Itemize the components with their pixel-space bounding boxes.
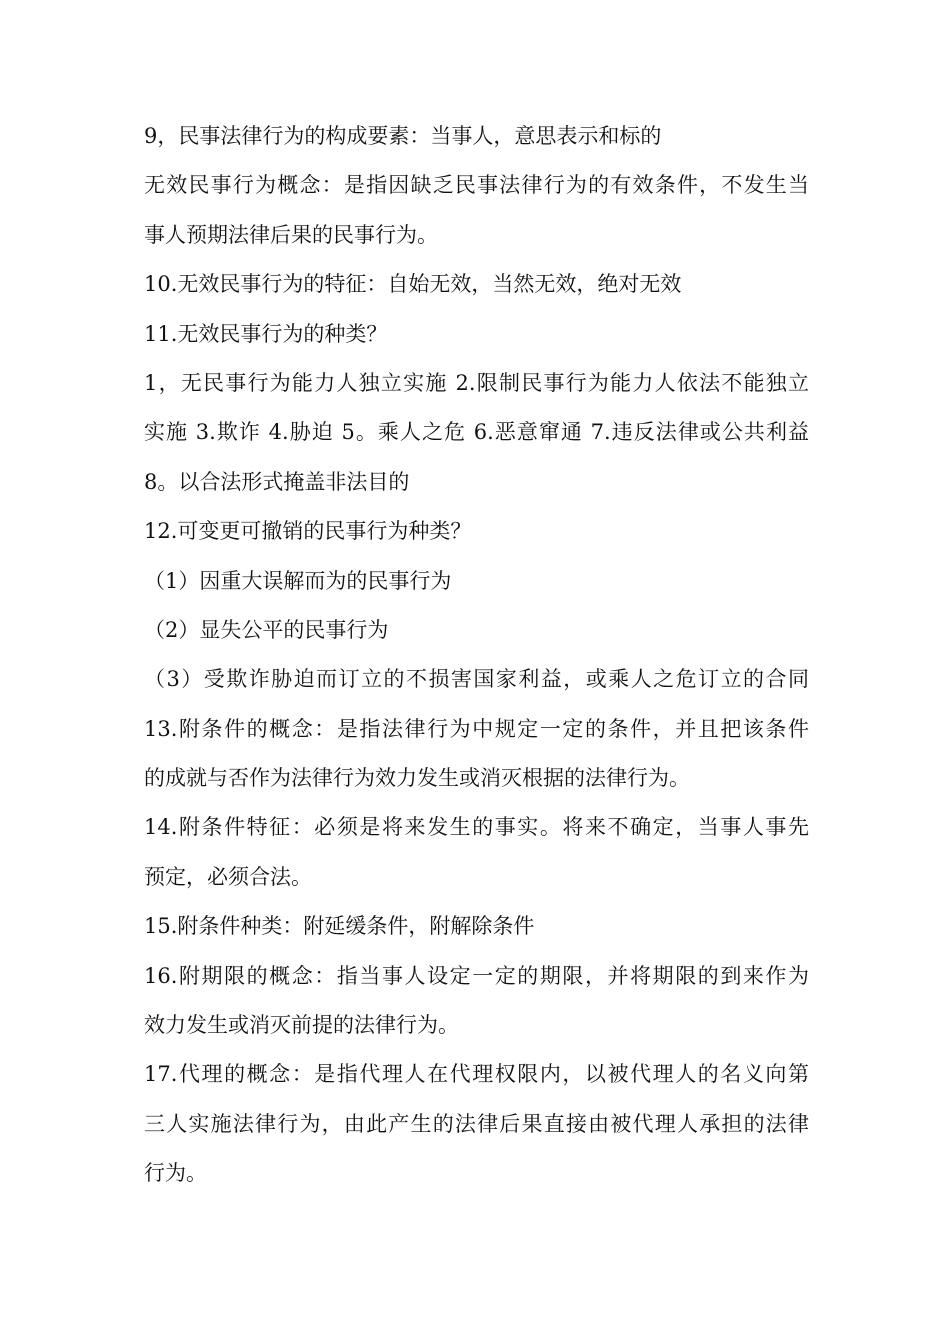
document-body [144, 112, 809, 1199]
text-line-19: 效力发生或消灭前提的法律行为。 [144, 1013, 459, 1038]
text-line-9: 12.可变更可撤销的民事行为种类？ [144, 519, 472, 544]
text-line-21: 三人实施法律行为，由此产生的法律后果直接由被代理人承担的法律 [144, 1111, 809, 1136]
text-line-18: 16.附期限的概念：指当事人设定一定的期限，并将期限的到来作为 [144, 963, 809, 988]
text-line-17: 15.附条件种类：附延缓条件，附解除条件 [144, 914, 535, 939]
text-line-22: 行为。 [144, 1161, 207, 1186]
text-line-5: 11.无效民事行为的种类？ [144, 321, 388, 346]
text-line-4: 10.无效民事行为的特征：自始无效，当然无效，绝对无效 [144, 272, 682, 297]
text-line-7: 实施 3.欺诈 4.胁迫 5。乘人之危 6.恶意窜通 7.违反法律或公共利益 [144, 420, 809, 445]
text-line-15: 14.附条件特征：必须是将来发生的事实。将来不确定，当事人事先 [144, 815, 809, 840]
text-line-11: （2）显失公平的民事行为 [144, 617, 389, 642]
text-line-14: 的成就与否作为法律行为效力发生或消灭根据的法律行为。 [144, 766, 690, 791]
text-line-3: 事人预期法律后果的民事行为。 [144, 222, 438, 247]
text-line-20: 17.代理的概念：是指代理人在代理权限内，以被代理人的名义向第 [144, 1062, 809, 1087]
text-line-2: 无效民事行为概念：是指因缺乏民事法律行为的有效条件，不发生当 [144, 173, 809, 198]
text-line-16: 预定，必须合法。 [144, 864, 312, 889]
text-line-10: （1）因重大误解而为的民事行为 [144, 568, 452, 593]
text-line-8: 8。以合法形式掩盖非法目的 [144, 469, 410, 494]
text-line-6: 1，无民事行为能力人独立实施 2.限制民事行为能力人依法不能独立 [144, 370, 809, 395]
text-line-12: （3）受欺诈胁迫而订立的不损害国家利益，或乘人之危订立的合同 [144, 667, 809, 692]
text-line-13: 13.附条件的概念：是指法律行为中规定一定的条件，并且把该条件 [144, 716, 809, 741]
text-line-1: 9，民事法律行为的构成要素：当事人，意思表示和标的 [144, 124, 662, 148]
